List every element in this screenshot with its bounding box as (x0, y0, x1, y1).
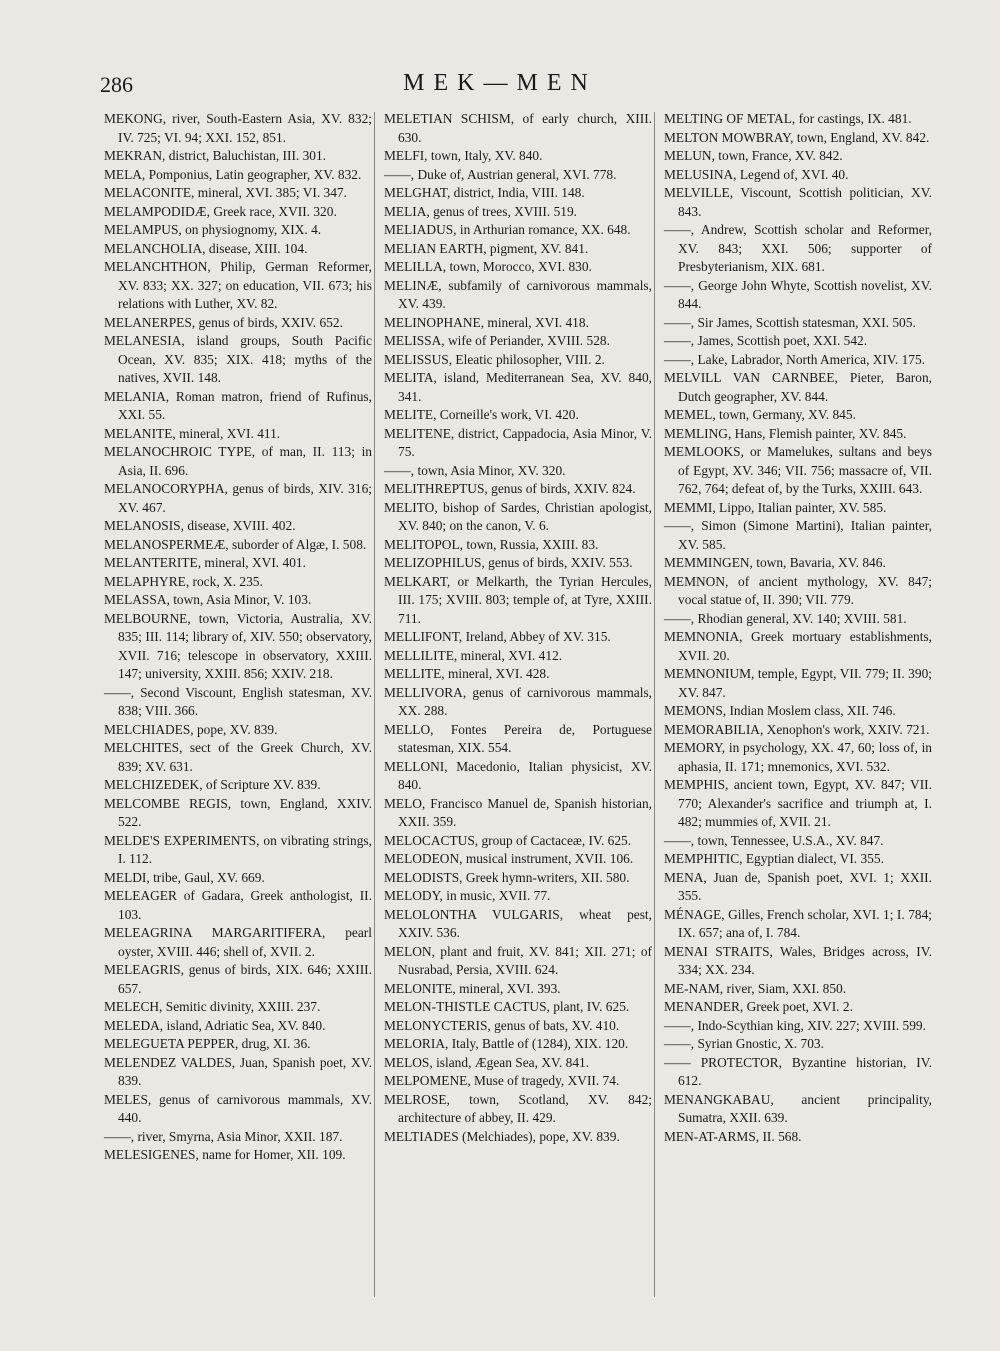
index-entry: MELONYCTERIS, genus of bats, XV. 410. (384, 1017, 620, 1033)
index-entry: MELES, genus of carnivorous mammals, XV. 440. (104, 1091, 372, 1125)
index-entry: MELODISTS, Greek hymn-writers, XII. 580. (384, 869, 630, 885)
index-entry: ——, James, Scottish poet, XXI. 542. (664, 333, 868, 348)
index-entry: MELITENE, district, Cappadocia, Asia Minor, V. 75. (384, 425, 652, 459)
index-entry: MELCHIZEDEK, of Scripture XV. 839. (104, 777, 321, 792)
index-entry: MEMORABILIA, Xenophon's work, XXIV. 721. (664, 721, 930, 737)
index-entry: MEMEL, town, Germany, XV. 845. (664, 407, 856, 422)
index-entry: ——, Duke of, Austrian general, XVI. 778. (384, 166, 617, 182)
index-entry: MENA, Juan de, Spanish poet, XVI. 1; XXII. 355. (664, 869, 932, 903)
index-entry: MELAMPODIDÆ, Greek race, XVII. 320. (104, 203, 337, 219)
index-entry: MEMONS, Indian Moslem class, XII. 746. (664, 703, 896, 718)
index-entry: ——, river, Smyrna, Asia Minor, XXII. 187. (104, 1128, 343, 1144)
index-entry: MELUN, town, France, XV. 842. (664, 148, 843, 163)
index-entry: MENANDER, Greek poet, XVI. 2. (664, 999, 853, 1014)
index-entry: ——, Andrew, Scottish scholar and Reformer, XV. 843; XXI. 506; supporter of Presbyterianism, XIX. 681. (664, 222, 932, 274)
index-column-2 (384, 110, 652, 1146)
index-entry: MENAI STRAITS, Wales, Bridges across, IV. 334; XX. 234. (664, 943, 932, 977)
index-entry: MELISSA, wife of Periander, XVIII. 528. (384, 333, 610, 348)
index-entry: MELO, Francisco Manuel de, Spanish historian, XXII. 359. (384, 795, 652, 829)
index-entry: MELANOCORYPHA, genus of birds, XIV. 316; XV. 467. (104, 481, 372, 515)
index-entry: MELVILLE, Viscount, Scottish politician, XV. 843. (664, 185, 932, 219)
index-entry: MELON-THISTLE CACTUS, plant, IV. 625. (384, 999, 630, 1014)
index-entry: MELANESIA, island groups, South Pacific Ocean, XV. 835; XIX. 418; myths of the natives, XVII. 148. (104, 333, 372, 385)
index-entry: ——, Rhodian general, XV. 140; XVIII. 581. (664, 610, 907, 626)
index-entry: MELANTERITE, mineral, XVI. 401. (104, 555, 306, 570)
index-entry: MELLIFONT, Ireland, Abbey of XV. 315. (384, 629, 611, 644)
index-entry: MELLO, Fontes Pereira de, Portuguese statesman, XIX. 554. (384, 721, 652, 755)
index-entry: MELOS, island, Ægean Sea, XV. 841. (384, 1054, 590, 1070)
index-entry: MELANOSPERMEÆ, suborder of Algæ, I. 508. (104, 536, 367, 552)
index-entry: MELEAGRIS, genus of birds, XIX. 646; XXIII. 657. (104, 962, 372, 996)
column-divider (654, 112, 655, 1297)
index-entry: MELCHITES, sect of the Greek Church, XV. 839; XV. 631. (104, 740, 372, 774)
index-entry: MELISSUS, Eleatic philosopher, VIII. 2. (384, 351, 605, 367)
index-entry: MEMNONIA, Greek mortuary establishments, XVII. 20. (664, 629, 932, 663)
index-entry: MELROSE, town, Scotland, XV. 842; architecture of abbey, II. 429. (384, 1091, 652, 1125)
index-entry: MEN-AT-ARMS, II. 568. (664, 1128, 802, 1144)
index-entry: MELINÆ, subfamily of carnivorous mammals, XV. 439. (384, 277, 652, 311)
index-entry: ——, Second Viscount, English statesman, XV. 838; VIII. 366. (104, 684, 372, 718)
index-entry: MELTON MOWBRAY, town, England, XV. 842. (664, 129, 930, 145)
index-entry: MEMNONIUM, temple, Egypt, VII. 779; II. 390; XV. 847. (664, 666, 932, 700)
index-entry: MELANCHTHON, Philip, German Reformer, XV. 833; XX. 327; on education, VII. 673; his relations with Luther, XV. 82. (104, 259, 372, 311)
index-entry: MELONITE, mineral, XVI. 393. (384, 980, 561, 996)
index-entry: MEMMINGEN, town, Bavaria, XV. 846. (664, 555, 886, 570)
index-entry: MEMMI, Lippo, Italian painter, XV. 585. (664, 499, 887, 515)
index-entry: MELUSINA, Legend of, XVI. 40. (664, 166, 849, 182)
index-entry: MEKRAN, district, Baluchistan, III. 301. (104, 148, 327, 163)
index-entry: MELLITE, mineral, XVI. 428. (384, 666, 550, 681)
index-entry: MELECH, Semitic divinity, XXIII. 237. (104, 999, 321, 1014)
index-entry: MELBOURNE, town, Victoria, Australia, XV. 835; III. 114; library of, XIV. 550; observatory, XVII. 716; telescope in observatory, XXIII. 147; university, XXIII. 856; XXIV. 218. (104, 610, 372, 681)
index-entry: ——, town, Asia Minor, XV. 320. (384, 462, 566, 478)
column-divider (374, 112, 375, 1297)
index-entry: ——, Indo-Scythian king, XIV. 227; XVIII. 599. (664, 1017, 926, 1033)
index-entry: MELLONI, Macedonio, Italian physicist, XV. 840. (384, 758, 652, 792)
index-entry: MELAPHYRE, rock, X. 235. (104, 573, 263, 589)
index-entry: MEMORY, in psychology, XX. 47, 60; loss of, in aphasia, II. 171; mnemonics, XVI. 532. (664, 740, 932, 774)
index-entry: MEMPHITIC, Egyptian dialect, VI. 355. (664, 851, 884, 866)
index-entry: MELEDA, island, Adriatic Sea, XV. 840. (104, 1017, 326, 1033)
index-entry: MELDI, tribe, Gaul, XV. 669. (104, 869, 265, 885)
index-entry: ——, Sir James, Scottish statesman, XXI. 505. (664, 314, 916, 330)
index-entry: MELITO, bishop of Sardes, Christian apologist, XV. 840; on the canon, V. 6. (384, 499, 652, 533)
index-entry: MELANOCHROIC TYPE, of man, II. 113; in Asia, II. 696. (104, 444, 372, 478)
index-entry: MEKONG, river, South-Eastern Asia, XV. 832; IV. 725; VI. 94; XXI. 152, 851. (104, 111, 372, 145)
index-entry: MELPOMENE, Muse of tragedy, XVII. 74. (384, 1073, 620, 1088)
index-entry: MELENDEZ VALDES, Juan, Spanish poet, XV. 839. (104, 1054, 372, 1088)
index-entry: MELAMPUS, on physiognomy, XIX. 4. (104, 222, 322, 237)
index-entry: MELA, Pomponius, Latin geographer, XV. 832. (104, 166, 362, 182)
index-entry: MELANITE, mineral, XVI. 411. (104, 425, 281, 441)
index-entry: MEMPHIS, ancient town, Egypt, XV. 847; VII. 770; Alexander's sacrifice and triumph at, I. 482; mummies of, XVII. 21. (664, 777, 932, 829)
index-entry: MELCOMBE REGIS, town, England, XXIV. 522. (104, 795, 372, 829)
index-entry: ——, Simon (Simone Martini), Italian painter, XV. 585. (664, 518, 932, 552)
index-entry: MELESIGENES, name for Homer, XII. 109. (104, 1147, 346, 1162)
index-entry: MELOLONTHA VULGARIS, wheat pest, XXIV. 536. (384, 906, 652, 940)
index-entry: MELITHREPTUS, genus of birds, XXIV. 824. (384, 481, 636, 496)
index-entry: MELASSA, town, Asia Minor, V. 103. (104, 592, 312, 607)
index-entry: MELORIA, Italy, Battle of (1284), XIX. 120. (384, 1036, 629, 1051)
index-entry: ——, Lake, Labrador, North America, XIV. 175. (664, 351, 926, 367)
index-entry: ——, town, Tennessee, U.S.A., XV. 847. (664, 832, 884, 848)
index-entry: MELEAGER of Gadara, Greek anthologist, II. 103. (104, 888, 372, 922)
index-entry: MELINOPHANE, mineral, XVI. 418. (384, 314, 589, 330)
index-entry: MELIADUS, in Arthurian romance, XX. 648. (384, 222, 631, 237)
index-entry: MELANOSIS, disease, XVIII. 402. (104, 518, 296, 533)
index-entry: MELTIADES (Melchiades), pope, XV. 839. (384, 1128, 620, 1144)
index-entry: MELITA, island, Mediterranean Sea, XV. 840, 341. (384, 370, 652, 404)
index-entry: MENANGKABAU, ancient principality, Sumatra, XXII. 639. (664, 1091, 932, 1125)
index-entry: MELIAN EARTH, pigment, XV. 841. (384, 240, 589, 256)
index-entry: ——, Syrian Gnostic, X. 703. (664, 1036, 824, 1051)
index-entry: MELIZOPHILUS, genus of birds, XXIV. 553. (384, 555, 633, 570)
index-entry: MELDE'S EXPERIMENTS, on vibrating strings, I. 112. (104, 832, 372, 866)
index-entry: MELON, plant and fruit, XV. 841; XII. 271; of Nusrabad, Persia, XVIII. 624. (384, 943, 652, 977)
index-entry: MELITE, Corneille's work, VI. 420. (384, 407, 579, 422)
index-entry: MELEAGRINA MARGARITIFERA, pearl oyster, XVIII. 446; shell of, XVII. 2. (104, 925, 372, 959)
index-entry: MELKART, or Melkarth, the Tyrian Hercules, III. 175; XVIII. 803; temple of, at Tyre, XXIII. 711. (384, 573, 652, 626)
index-column-3 (664, 110, 932, 1146)
index-entry: MELLILITE, mineral, XVI. 412. (384, 647, 563, 663)
index-entry: MELANIA, Roman matron, friend of Rufinus, XXI. 55. (104, 388, 372, 422)
index-entry: MELETIAN SCHISM, of early church, XIII. 630. (384, 111, 652, 145)
index-entry: MEMLING, Hans, Flemish painter, XV. 845. (664, 425, 907, 441)
page-number: 286 (100, 72, 133, 97)
index-entry: MELGHAT, district, India, VIII. 148. (384, 185, 585, 200)
index-entry: ——, George John Whyte, Scottish novelist, XV. 844. (664, 277, 932, 311)
index-entry: MELIA, genus of trees, XVIII. 519. (384, 203, 578, 219)
index-entry: MELITOPOL, town, Russia, XXIII. 83. (384, 536, 599, 552)
index-entry: MÉNAGE, Gilles, French scholar, XVI. 1; I. 784; IX. 657; ana of, I. 784. (664, 906, 932, 940)
index-entry: MELODEON, musical instrument, XVII. 106. (384, 851, 634, 866)
index-entry: ME-NAM, river, Siam, XXI. 850. (664, 980, 847, 996)
index-entry: MELANERPES, genus of birds, XXIV. 652. (104, 314, 343, 330)
index-entry: MEMNON, of ancient mythology, XV. 847; vocal statue of, II. 390; VII. 779. (664, 573, 932, 607)
index-entry: MELOCACTUS, group of Cactaceæ, IV. 625. (384, 832, 632, 848)
index-entry: MELLIVORA, genus of carnivorous mammals, XX. 288. (384, 684, 652, 718)
index-entry: MELVILL VAN CARNBEE, Pieter, Baron, Dutch geographer, XV. 844. (664, 370, 932, 404)
index-entry: MELILLA, town, Morocco, XVI. 830. (384, 259, 592, 274)
running-head: MEK—MEN (403, 70, 597, 96)
index-column-1 (104, 110, 372, 1165)
index-entry: MELCHIADES, pope, XV. 839. (104, 721, 278, 737)
index-entry: —— PROTECTOR, Byzantine historian, IV. 612. (664, 1054, 932, 1088)
index-entry: MELEGUETA PEPPER, drug, XI. 36. (104, 1036, 311, 1051)
index-entry: MELACONITE, mineral, XVI. 385; VI. 347. (104, 185, 347, 200)
index-entry: MEMLOOKS, or Mamelukes, sultans and beys of Egypt, XV. 346; VII. 756; massacre of, VII. 762, 764; defeat of, by the Turks, XXIII. 643. (664, 444, 932, 496)
index-entry: MELFI, town, Italy, XV. 840. (384, 148, 543, 163)
index-entry: MELANCHOLIA, disease, XIII. 104. (104, 240, 308, 256)
index-entry: MELTING OF METAL, for castings, IX. 481. (664, 111, 912, 126)
index-entry: MELODY, in music, XVII. 77. (384, 888, 551, 903)
